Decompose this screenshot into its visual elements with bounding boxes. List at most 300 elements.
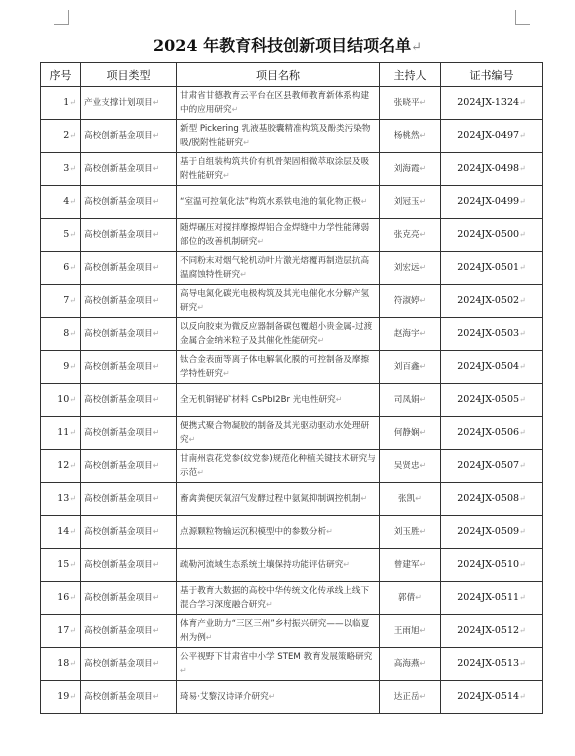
paragraph-mark-icon: ↵ bbox=[519, 395, 526, 404]
cert-text: 2024JX-0509 bbox=[457, 526, 520, 537]
no-text: 13 bbox=[57, 493, 70, 504]
cell-type bbox=[81, 483, 177, 516]
name-text: 新型 Pickering 乳液基胶囊精准构筑及酚类污染物吸/脱附性能研究 bbox=[180, 124, 371, 148]
paragraph-mark-icon: ↵ bbox=[69, 461, 76, 470]
header-host: 主持人 bbox=[380, 63, 441, 87]
paragraph-mark-icon: ↵ bbox=[152, 692, 160, 701]
name-text: “室温可控氧化法”构筑水系铁电池的氧化物正极 bbox=[180, 197, 361, 207]
paragraph-mark-icon: ↵ bbox=[188, 435, 196, 444]
type-text: 高校创新基金项目 bbox=[84, 131, 153, 141]
paragraph-mark-icon: ↵ bbox=[519, 164, 526, 173]
cell-name bbox=[177, 87, 380, 120]
host-text: 达正岳 bbox=[393, 692, 420, 702]
paragraph-mark-icon: ↵ bbox=[69, 98, 76, 107]
cell-name bbox=[177, 318, 380, 351]
name-text: 畜禽粪便厌氧沼气发酵过程中氨氮抑制调控机制 bbox=[180, 494, 361, 504]
cell-no bbox=[41, 417, 81, 450]
cell-cert bbox=[441, 483, 543, 516]
cert-text: 2024JX-0498 bbox=[457, 163, 520, 174]
paragraph-mark-icon: ↵ bbox=[152, 131, 160, 140]
paragraph-mark-icon: ↵ bbox=[519, 296, 526, 305]
cell-type bbox=[81, 87, 177, 120]
table-row bbox=[41, 120, 543, 153]
no-text: 19 bbox=[57, 691, 70, 702]
cell-no bbox=[41, 483, 81, 516]
paragraph-mark-icon: ↵ bbox=[268, 692, 276, 701]
no-text: 5 bbox=[63, 229, 70, 240]
cell-type bbox=[81, 417, 177, 450]
no-text: 7 bbox=[63, 295, 70, 306]
host-text: 刘玉胜 bbox=[393, 527, 420, 537]
cell-type bbox=[81, 681, 177, 714]
paragraph-mark-icon: ↵ bbox=[152, 296, 160, 305]
cell-host bbox=[380, 153, 441, 186]
paragraph-mark-icon: ↵ bbox=[419, 296, 427, 305]
cell-host bbox=[380, 318, 441, 351]
table-row bbox=[41, 351, 543, 384]
type-text: 高校创新基金项目 bbox=[84, 230, 153, 240]
cell-cert bbox=[441, 318, 543, 351]
cell-cert bbox=[441, 516, 543, 549]
type-text: 高校创新基金项目 bbox=[84, 395, 153, 405]
host-text: 郭倩 bbox=[398, 593, 416, 603]
name-text: 高导电氮化碳光电极构筑及其光电催化水分解产氢研究 bbox=[180, 289, 370, 313]
cert-text: 2024JX-0510 bbox=[457, 559, 520, 570]
paragraph-mark-icon: ↵ bbox=[152, 395, 160, 404]
cell-type bbox=[81, 384, 177, 417]
type-text: 高校创新基金项目 bbox=[84, 527, 153, 537]
cell-host bbox=[380, 186, 441, 219]
cert-text: 2024JX-0503 bbox=[457, 328, 520, 339]
table-row bbox=[41, 285, 543, 318]
paragraph-mark-icon: ↵ bbox=[419, 362, 427, 371]
paragraph-mark-icon: ↵ bbox=[419, 131, 427, 140]
cell-type bbox=[81, 516, 177, 549]
paragraph-mark-icon: ↵ bbox=[519, 98, 526, 107]
no-text: 14 bbox=[57, 526, 70, 537]
paragraph-mark-icon: ↵ bbox=[222, 369, 230, 378]
type-text: 产业支撑计划项目 bbox=[84, 98, 153, 108]
paragraph-mark-icon: ↵ bbox=[197, 303, 204, 312]
cell-cert bbox=[441, 285, 543, 318]
cert-text: 2024JX-0506 bbox=[457, 427, 520, 438]
cell-name bbox=[177, 516, 380, 549]
paragraph-mark-icon: ↵ bbox=[152, 98, 160, 107]
host-text: 刘冠玉 bbox=[393, 197, 420, 207]
paragraph-mark-icon: ↵ bbox=[419, 164, 427, 173]
page-corner-mark-left bbox=[54, 10, 69, 25]
cell-host bbox=[380, 384, 441, 417]
cell-no bbox=[41, 285, 81, 318]
paragraph-mark-icon: ↵ bbox=[419, 230, 427, 239]
table-body bbox=[41, 87, 543, 714]
cell-host bbox=[380, 549, 441, 582]
paragraph-mark-icon: ↵ bbox=[419, 98, 427, 107]
paragraph-mark-icon: ↵ bbox=[360, 197, 368, 206]
cell-name bbox=[177, 252, 380, 285]
cell-no bbox=[41, 615, 81, 648]
type-text: 高校创新基金项目 bbox=[84, 296, 153, 306]
cell-host bbox=[380, 516, 441, 549]
paragraph-mark-icon: ↵ bbox=[343, 560, 350, 569]
type-text: 高校创新基金项目 bbox=[84, 560, 153, 570]
host-text: 高海燕 bbox=[393, 659, 420, 669]
cell-type bbox=[81, 186, 177, 219]
cell-no bbox=[41, 516, 81, 549]
cell-host bbox=[380, 681, 441, 714]
name-text: 随焊碾压对搅拌摩擦焊铝合金焊缝中力学性能薄弱部位的改善机制研究 bbox=[180, 223, 370, 247]
cert-text: 2024JX-0505 bbox=[457, 394, 520, 405]
cell-host bbox=[380, 285, 441, 318]
header-cert: 证书编号 bbox=[441, 63, 543, 87]
paragraph-mark-icon: ↵ bbox=[152, 263, 160, 272]
cell-name bbox=[177, 417, 380, 450]
header-no: 序号 bbox=[41, 63, 81, 87]
paragraph-mark-icon: ↵ bbox=[69, 197, 76, 206]
cell-no bbox=[41, 384, 81, 417]
name-text: 钛合金表面等离子体电解氧化膜的可控制备及摩擦学特性研究 bbox=[180, 355, 370, 379]
project-list-table bbox=[40, 62, 543, 714]
paragraph-mark-icon: ↵ bbox=[419, 560, 427, 569]
cell-no bbox=[41, 582, 81, 615]
cell-type bbox=[81, 318, 177, 351]
no-text: 4 bbox=[63, 196, 70, 207]
table-row bbox=[41, 648, 543, 681]
paragraph-mark-icon: ↵ bbox=[152, 527, 160, 536]
paragraph-mark-icon: ↵ bbox=[180, 666, 187, 675]
cell-cert bbox=[441, 87, 543, 120]
host-text: 赵海宇 bbox=[393, 329, 420, 339]
no-text: 8 bbox=[63, 328, 70, 339]
host-text: 杨桃然 bbox=[393, 131, 420, 141]
paragraph-mark-icon: ↵ bbox=[519, 626, 526, 635]
no-text: 18 bbox=[57, 658, 70, 669]
cell-no bbox=[41, 318, 81, 351]
paragraph-mark-icon: ↵ bbox=[69, 659, 76, 668]
cell-name bbox=[177, 120, 380, 153]
paragraph-mark-icon: ↵ bbox=[519, 362, 526, 371]
cell-type bbox=[81, 285, 177, 318]
name-text: 甘肃省甘德教育云平台在区县教师教育新体系构建中的应用研究 bbox=[180, 91, 370, 115]
host-text: 何静娴 bbox=[393, 428, 420, 438]
table-row bbox=[41, 384, 543, 417]
paragraph-mark-icon: ↵ bbox=[69, 362, 76, 371]
cert-text: 2024JX-0504 bbox=[457, 361, 520, 372]
host-text: 刘海霞 bbox=[393, 164, 420, 174]
paragraph-mark-icon: ↵ bbox=[519, 494, 526, 503]
no-text: 16 bbox=[57, 592, 70, 603]
paragraph-mark-icon: ↵ bbox=[69, 263, 76, 272]
cell-name bbox=[177, 450, 380, 483]
paragraph-mark-icon: ↵ bbox=[69, 560, 76, 569]
paragraph-mark-icon: ↵ bbox=[415, 593, 422, 602]
cell-name bbox=[177, 582, 380, 615]
paragraph-mark-icon: ↵ bbox=[415, 494, 422, 503]
cell-name bbox=[177, 615, 380, 648]
paragraph-mark-icon: ↵ bbox=[419, 428, 427, 437]
cell-no bbox=[41, 153, 81, 186]
name-text: 琦易·艾黎汉诗译介研究 bbox=[180, 692, 269, 702]
paragraph-mark-icon: ↵ bbox=[69, 626, 76, 635]
cell-host bbox=[380, 219, 441, 252]
cell-name bbox=[177, 186, 380, 219]
cell-name bbox=[177, 219, 380, 252]
table-row bbox=[41, 417, 543, 450]
name-text: 甘南州袁花党参(纹党参)规范化种植关键技术研究与示范 bbox=[180, 454, 376, 478]
cell-no bbox=[41, 549, 81, 582]
table-row bbox=[41, 450, 543, 483]
cert-text: 2024JX-0499 bbox=[457, 196, 520, 207]
cell-host bbox=[380, 450, 441, 483]
cell-cert bbox=[441, 219, 543, 252]
cell-no bbox=[41, 681, 81, 714]
cell-type bbox=[81, 351, 177, 384]
paragraph-mark-icon: ↵ bbox=[265, 600, 273, 609]
cell-type bbox=[81, 648, 177, 681]
cert-text: 2024JX-0501 bbox=[457, 262, 520, 273]
paragraph-mark-icon: ↵ bbox=[419, 263, 427, 272]
host-text: 刘百鑫 bbox=[393, 362, 420, 372]
paragraph-mark-icon: ↵ bbox=[240, 270, 247, 279]
cell-name bbox=[177, 648, 380, 681]
table-row bbox=[41, 87, 543, 120]
title-text: 2024 年教育科技创新项目结项名单 bbox=[152, 36, 412, 55]
cell-host bbox=[380, 582, 441, 615]
paragraph-mark-icon: ↵ bbox=[69, 527, 76, 536]
name-text: 体育产业助力“三区三州”乡村振兴研究——以临夏州为例 bbox=[180, 619, 370, 643]
paragraph-mark-icon: ↵ bbox=[69, 692, 76, 701]
name-text: 基于自组装构筑共价有机骨架固相微萃取涂层及吸附性能研究 bbox=[180, 157, 370, 181]
paragraph-mark-icon: ↵ bbox=[419, 527, 427, 536]
host-text: 司凤娟 bbox=[393, 395, 420, 405]
table-row bbox=[41, 186, 543, 219]
paragraph-mark-icon: ↵ bbox=[257, 237, 265, 246]
paragraph-mark-icon: ↵ bbox=[519, 197, 526, 206]
cell-no bbox=[41, 351, 81, 384]
cell-host bbox=[380, 351, 441, 384]
type-text: 高校创新基金项目 bbox=[84, 362, 153, 372]
paragraph-mark-icon: ↵ bbox=[519, 527, 526, 536]
cell-cert bbox=[441, 153, 543, 186]
cell-name bbox=[177, 483, 380, 516]
table-header-row bbox=[41, 63, 543, 87]
paragraph-mark-icon: ↵ bbox=[519, 692, 526, 701]
paragraph-mark-icon: ↵ bbox=[69, 428, 76, 437]
cell-cert bbox=[441, 120, 543, 153]
cell-no bbox=[41, 450, 81, 483]
cell-host bbox=[380, 252, 441, 285]
cell-name bbox=[177, 384, 380, 417]
paragraph-mark-icon: ↵ bbox=[419, 626, 427, 635]
no-text: 10 bbox=[57, 394, 70, 405]
cell-type bbox=[81, 549, 177, 582]
cell-cert bbox=[441, 351, 543, 384]
host-text: 张克亮 bbox=[393, 230, 420, 240]
cell-no bbox=[41, 219, 81, 252]
cell-host bbox=[380, 615, 441, 648]
cell-cert bbox=[441, 186, 543, 219]
cell-name bbox=[177, 549, 380, 582]
cell-cert bbox=[441, 417, 543, 450]
paragraph-mark-icon: ↵ bbox=[69, 131, 76, 140]
paragraph-mark-icon: ↵ bbox=[152, 230, 160, 239]
cell-no bbox=[41, 252, 81, 285]
no-text: 12 bbox=[57, 460, 70, 471]
cell-cert bbox=[441, 615, 543, 648]
table-row bbox=[41, 252, 543, 285]
paragraph-mark-icon: ↵ bbox=[152, 329, 160, 338]
cell-host bbox=[380, 120, 441, 153]
name-text: 点源颗粒物输运沉积模型中的参数分析 bbox=[180, 527, 327, 537]
host-text: 张晓平 bbox=[393, 98, 420, 108]
paragraph-mark-icon: ↵ bbox=[69, 296, 76, 305]
paragraph-mark-icon: ↵ bbox=[519, 329, 526, 338]
name-text: 基于教育大数据的高校中华传统文化传承线上线下混合学习深度融合研究 bbox=[180, 586, 370, 610]
cell-type bbox=[81, 252, 177, 285]
paragraph-mark-icon: ↵ bbox=[152, 626, 160, 635]
name-text: 便携式聚合物凝胶的制备及其光驱动驱动水处理研究 bbox=[180, 421, 370, 445]
header-name: 项目名称 bbox=[177, 63, 380, 87]
page-corner-mark-right bbox=[515, 10, 530, 25]
type-text: 高校创新基金项目 bbox=[84, 197, 153, 207]
paragraph-mark-icon: ↵ bbox=[419, 461, 427, 470]
cell-type bbox=[81, 219, 177, 252]
paragraph-mark-icon: ↵ bbox=[69, 395, 76, 404]
no-text: 9 bbox=[63, 361, 70, 372]
type-text: 高校创新基金项目 bbox=[84, 692, 153, 702]
paragraph-mark-icon: ↵ bbox=[152, 494, 160, 503]
paragraph-mark-icon: ↵ bbox=[243, 138, 250, 147]
host-text: 刘宏远 bbox=[393, 263, 420, 273]
cell-cert bbox=[441, 549, 543, 582]
table-row bbox=[41, 582, 543, 615]
paragraph-mark-icon: ↵ bbox=[335, 395, 343, 404]
table-row bbox=[41, 615, 543, 648]
paragraph-mark-icon: ↵ bbox=[69, 494, 76, 503]
cert-text: 2024JX-0508 bbox=[457, 493, 520, 504]
paragraph-mark-icon: ↵ bbox=[152, 197, 160, 206]
type-text: 高校创新基金项目 bbox=[84, 428, 153, 438]
paragraph-mark-icon: ↵ bbox=[519, 593, 526, 602]
no-text: 1 bbox=[63, 97, 70, 108]
cell-no bbox=[41, 120, 81, 153]
paragraph-mark-icon: ↵ bbox=[411, 40, 422, 55]
cell-cert bbox=[441, 384, 543, 417]
paragraph-mark-icon: ↵ bbox=[519, 131, 526, 140]
type-text: 高校创新基金项目 bbox=[84, 263, 153, 273]
document-title bbox=[0, 33, 575, 56]
host-text: 张凯 bbox=[398, 494, 416, 504]
cell-cert bbox=[441, 648, 543, 681]
paragraph-mark-icon: ↵ bbox=[152, 593, 160, 602]
name-text: 以反向胶束为微反应器制备碳包覆超小贵金属-过渡金属合金纳米粒子及其催化性能研究 bbox=[180, 322, 373, 346]
paragraph-mark-icon: ↵ bbox=[152, 362, 160, 371]
type-text: 高校创新基金项目 bbox=[84, 461, 153, 471]
name-text: 疏勒河流域生态系统土壤保持功能评估研究 bbox=[180, 560, 344, 570]
paragraph-mark-icon: ↵ bbox=[419, 395, 427, 404]
cell-cert bbox=[441, 681, 543, 714]
cert-text: 2024JX-0507 bbox=[457, 460, 520, 471]
cell-no bbox=[41, 186, 81, 219]
paragraph-mark-icon: ↵ bbox=[519, 659, 526, 668]
type-text: 高校创新基金项目 bbox=[84, 329, 153, 339]
paragraph-mark-icon: ↵ bbox=[326, 527, 333, 536]
host-text: 曾建军 bbox=[393, 560, 420, 570]
no-text: 2 bbox=[63, 130, 70, 141]
type-text: 高校创新基金项目 bbox=[84, 659, 153, 669]
table-row bbox=[41, 318, 543, 351]
cell-type bbox=[81, 120, 177, 153]
no-text: 11 bbox=[57, 427, 70, 438]
paragraph-mark-icon: ↵ bbox=[152, 461, 160, 470]
paragraph-mark-icon: ↵ bbox=[152, 659, 160, 668]
cell-no bbox=[41, 648, 81, 681]
cert-text: 2024JX-0497 bbox=[457, 130, 520, 141]
paragraph-mark-icon: ↵ bbox=[519, 230, 526, 239]
cell-host bbox=[380, 87, 441, 120]
cell-host bbox=[380, 483, 441, 516]
cell-type bbox=[81, 615, 177, 648]
paragraph-mark-icon: ↵ bbox=[197, 468, 204, 477]
header-type: 项目类型 bbox=[81, 63, 177, 87]
cell-name bbox=[177, 285, 380, 318]
no-text: 6 bbox=[63, 262, 70, 273]
type-text: 高校创新基金项目 bbox=[84, 494, 153, 504]
table-row bbox=[41, 153, 543, 186]
cell-cert bbox=[441, 450, 543, 483]
name-text: 不同粉末对烟气轮机动叶片激光熔覆再制造层抗高温腐蚀特性研究 bbox=[180, 256, 370, 280]
paragraph-mark-icon: ↵ bbox=[69, 593, 76, 602]
no-text: 15 bbox=[57, 559, 70, 570]
paragraph-mark-icon: ↵ bbox=[69, 329, 76, 338]
type-text: 高校创新基金项目 bbox=[84, 164, 153, 174]
cell-cert bbox=[441, 582, 543, 615]
paragraph-mark-icon: ↵ bbox=[519, 428, 526, 437]
host-text: 吴贤忠 bbox=[393, 461, 420, 471]
cert-text: 2024JX-0511 bbox=[457, 592, 520, 603]
cell-host bbox=[380, 417, 441, 450]
paragraph-mark-icon: ↵ bbox=[360, 494, 368, 503]
no-text: 17 bbox=[57, 625, 70, 636]
table-row bbox=[41, 516, 543, 549]
paragraph-mark-icon: ↵ bbox=[419, 197, 427, 206]
table-row bbox=[41, 549, 543, 582]
cert-text: 2024JX-0502 bbox=[457, 295, 520, 306]
paragraph-mark-icon: ↵ bbox=[519, 461, 526, 470]
cell-type bbox=[81, 582, 177, 615]
cell-name bbox=[177, 681, 380, 714]
cert-text: 2024JX-0514 bbox=[457, 691, 520, 702]
type-text: 高校创新基金项目 bbox=[84, 626, 153, 636]
paragraph-mark-icon: ↵ bbox=[69, 164, 76, 173]
table-row bbox=[41, 483, 543, 516]
paragraph-mark-icon: ↵ bbox=[519, 560, 526, 569]
cell-type bbox=[81, 153, 177, 186]
name-text: 全无机铜铋矿材料 CsPbI2Br 光电性研究 bbox=[180, 395, 336, 405]
paragraph-mark-icon: ↵ bbox=[419, 659, 427, 668]
paragraph-mark-icon: ↵ bbox=[419, 329, 427, 338]
no-text: 3 bbox=[63, 163, 70, 174]
paragraph-mark-icon: ↵ bbox=[231, 105, 239, 114]
type-text: 高校创新基金项目 bbox=[84, 593, 153, 603]
cell-no bbox=[41, 87, 81, 120]
paragraph-mark-icon: ↵ bbox=[205, 633, 213, 642]
paragraph-mark-icon: ↵ bbox=[222, 171, 230, 180]
cert-text: 2024JX-0512 bbox=[457, 625, 520, 636]
paragraph-mark-icon: ↵ bbox=[69, 230, 76, 239]
host-text: 符淑婷 bbox=[393, 296, 420, 306]
paragraph-mark-icon: ↵ bbox=[152, 560, 160, 569]
